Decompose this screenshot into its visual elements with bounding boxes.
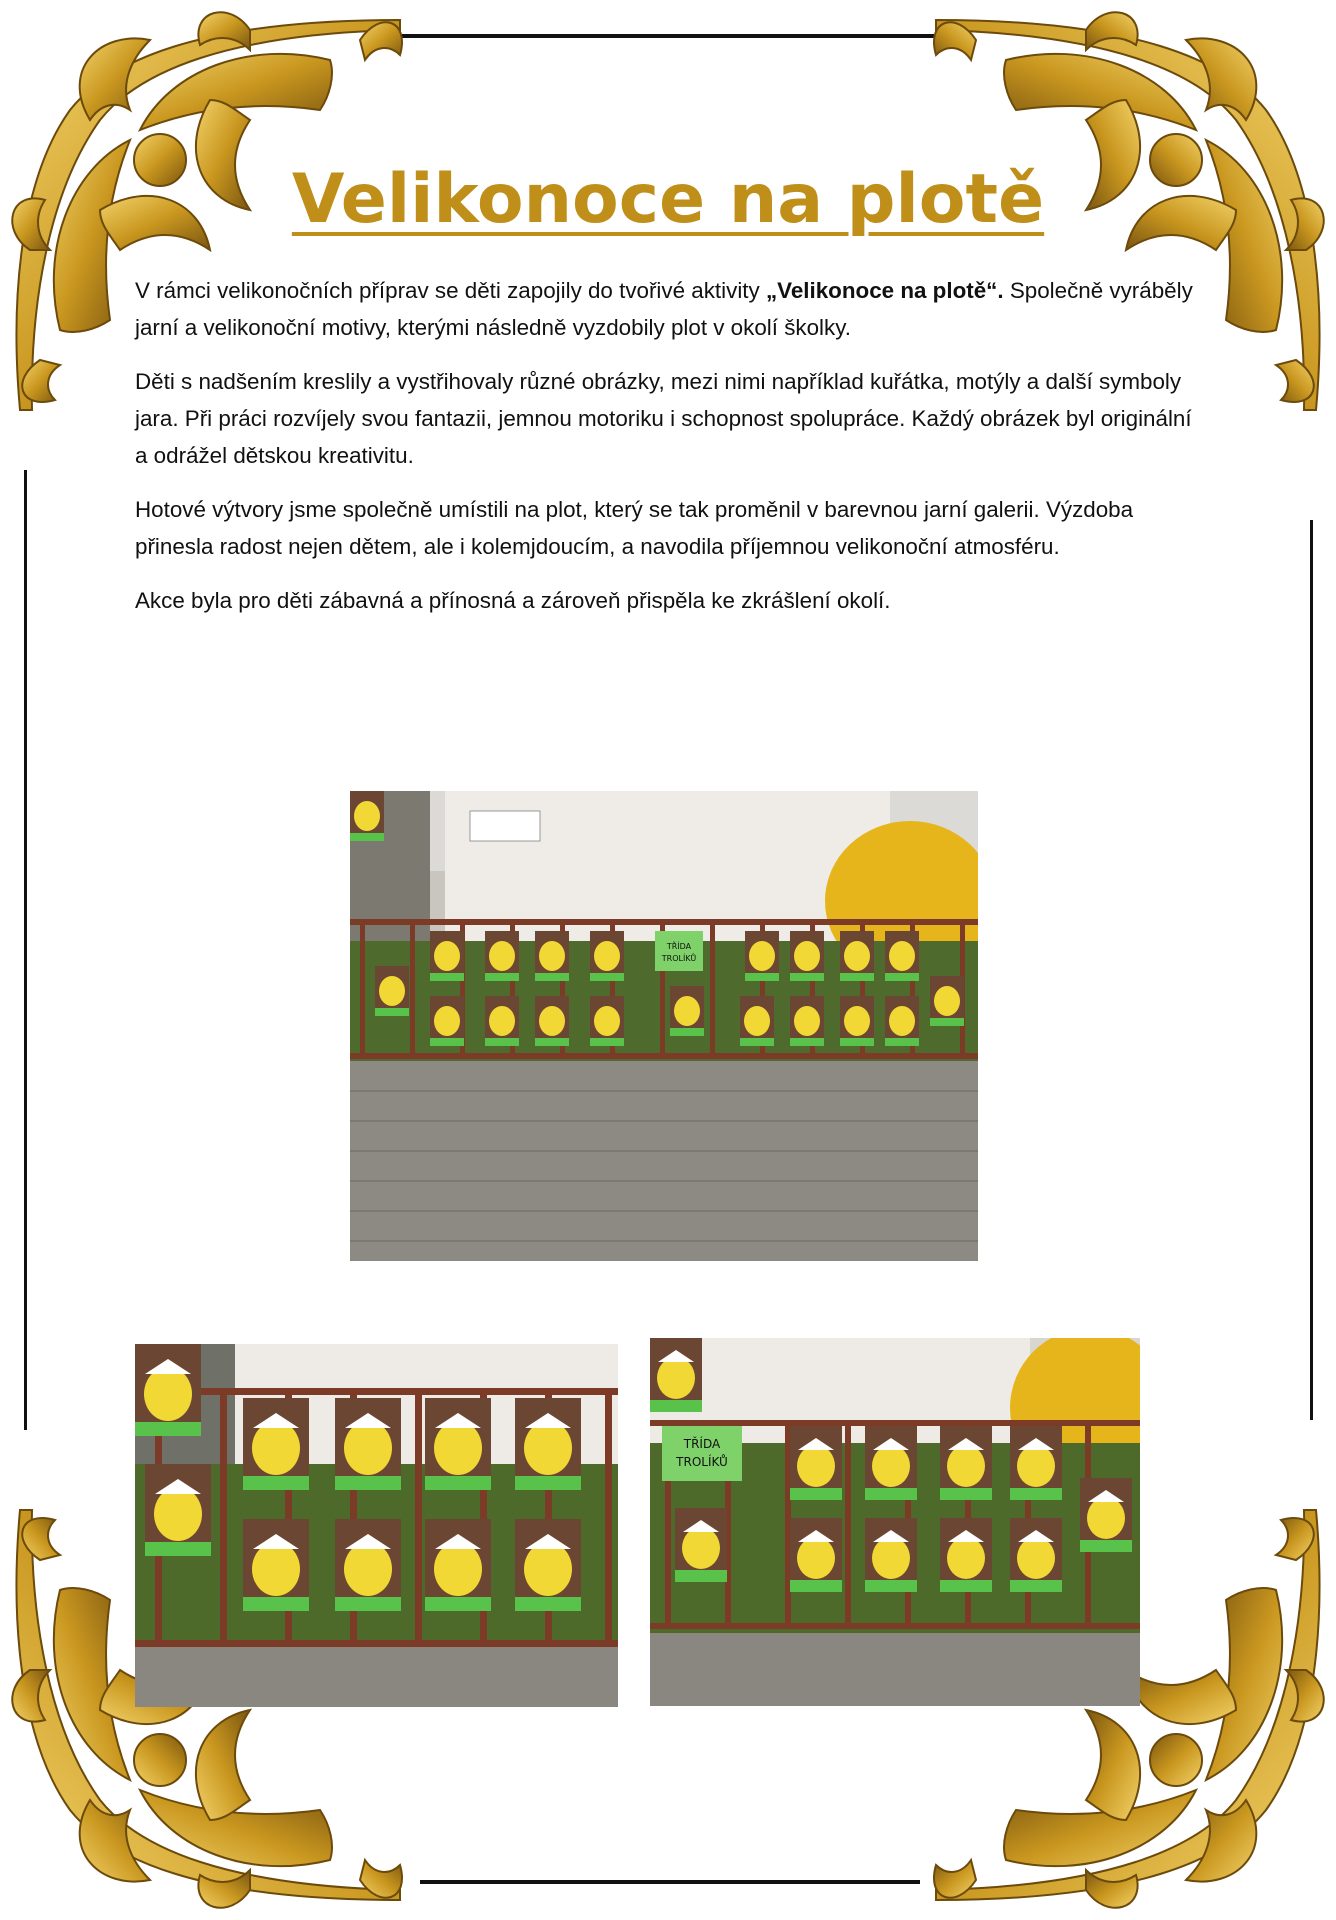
photo-fence-left-closeup [135, 1344, 618, 1707]
paragraph-intro-start: V rámci velikonočních příprav se děti zapojily do tvořivé aktivity [135, 278, 766, 303]
paragraph-creation: Děti s nadšením kreslily a vystřihovaly různé obrázky, mezi nimi například kuřátka, motýly a další symboly jara. Při práci rozvíjely svou fantazii, jemnou motoriku i schopnost spolupráce. Každý obrázek byl originální a odrážel dětskou kreativitu. [135, 369, 1192, 468]
paragraph-intro-bold: „Velikonoce na plotě“. [765, 278, 1004, 303]
paragraph-gallery: Hotové výtvory jsme společně umístili na plot, který se tak proměnil v barevnou jarní galerii. Výzdoba přinesla radost nejen dětem, ale i kolemjdoucím, a navodila příjemnou velikonoční atmosféru. [135, 497, 1134, 559]
photo-fence-right-closeup [650, 1338, 1140, 1706]
frame-left-line [24, 470, 27, 1430]
class-sign-closeup-line1: TŘÍDA [683, 1437, 721, 1451]
class-sign-closeup-line2: TROLÍKŮ [676, 1455, 728, 1469]
frame-top-line [400, 34, 940, 38]
frame-right-line [1310, 520, 1313, 1420]
class-sign-line1: TŘÍDA [666, 942, 692, 951]
paragraph-intro-end: Společně vyráběly jarní a velikonoční motivy, kterými následně vyzdobily plot v okolí školky. [135, 278, 1193, 340]
class-sign-line2: TROLÍKŮ [661, 954, 697, 963]
page-title: Velikonoce na plotě [291, 160, 1045, 239]
paragraph-intro [135, 272, 1205, 346]
frame-bottom-line [420, 1880, 920, 1884]
photo-fence-overview [350, 791, 978, 1261]
paragraph-conclusion: Akce byla pro děti zábavná a přínosná a zároveň přispěla ke zkrášlení okolí. [135, 588, 891, 613]
article-body [135, 272, 1205, 636]
